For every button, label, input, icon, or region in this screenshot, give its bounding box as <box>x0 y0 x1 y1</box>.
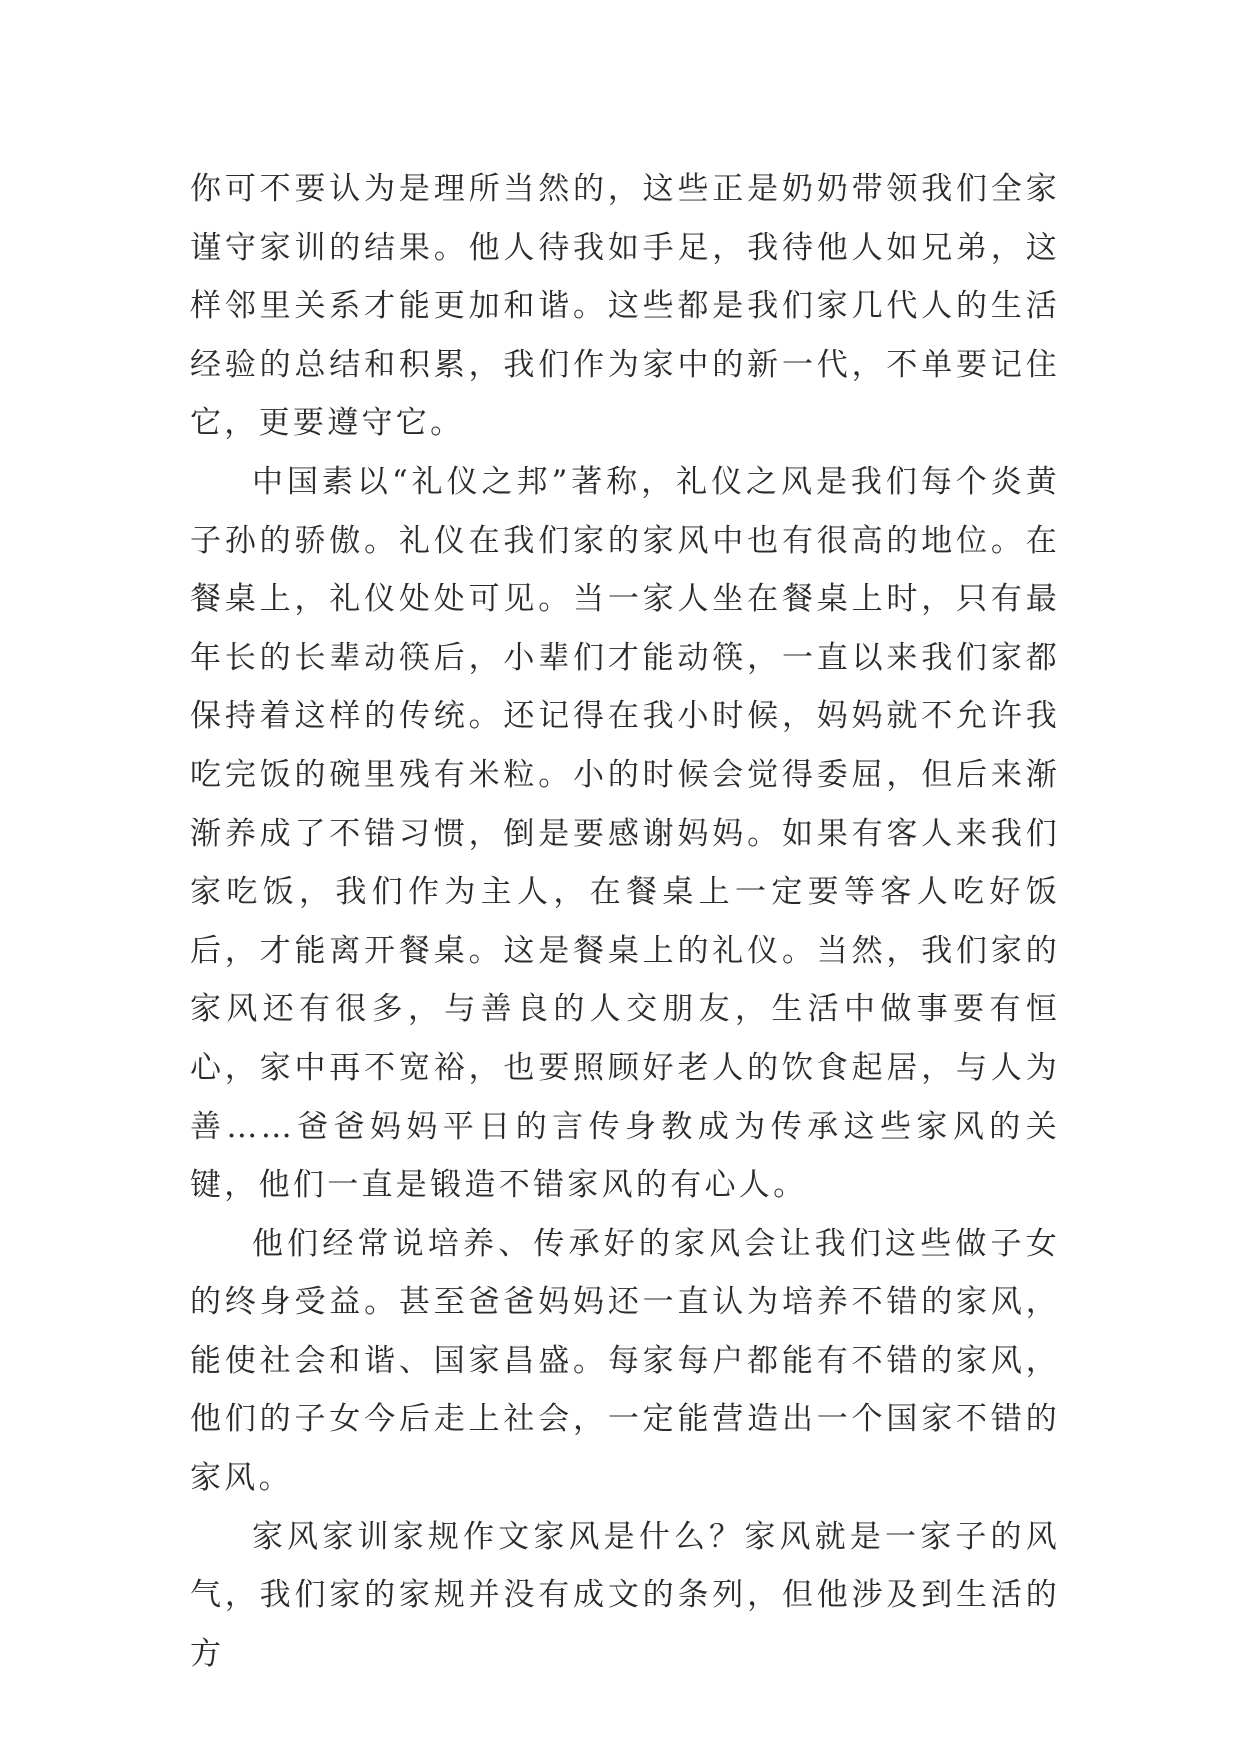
paragraph-4: 家风家训家规作文家风是什么？家风就是一家子的风气，我们家的家规并没有成文的条列，但他涉及到生活的方 <box>190 1518 1060 1672</box>
paragraph-3: 他们经常说培养、传承好的家风会让我们这些做子女的终身受益。甚至爸爸妈妈还一直认为培养不错的家风，能使社会和谐、国家昌盛。每家每户都能有不错的家风，他们的子女今后走上社会，一定能营造出一个国家不错的家风。 <box>190 1225 1060 1497</box>
paragraph-2: 中国素以“礼仪之邦”著称，礼仪之风是我们每个炎黄子孙的骄傲。礼仪在我们家的家风中也有很高的地位。在餐桌上，礼仪处处可见。当一家人坐在餐桌上时，只有最年长的长辈动筷后，小辈们才能动筷，一直以来我们家都保持着这样的传统。还记得在我小时候，妈妈就不允许我吃完饭的碗里残有米粒。小的时候会觉得委屈，但后来渐渐养成了不错习惯，倒是要感谢妈妈。如果有客人来我们家吃饭，我们作为主人，在餐桌上一定要等客人吃好饭后，才能离开餐桌。这是餐桌上的礼仪。当然，我们家的家风还有很多，与善良的人交朋友，生活中做事要有恒心，家中再不宽裕，也要照顾好老人的饮食起居，与人为善……爸爸妈妈平日的言传身教成为传承这些家风的关键，他们一直是锻造不错家风的有心人。 <box>190 463 1060 1204</box>
paragraph-1: 你可不要认为是理所当然的，这些正是奶奶带领我们全家谨守家训的结果。他人待我如手足，我待他人如兄弟，这样邻里关系才能更加和谐。这些都是我们家几代人的生活经验的总结和积累，我们作为家中的新一代，不单要记住它，更要遵守它。 <box>190 171 1060 442</box>
document-body <box>190 160 1060 1683</box>
